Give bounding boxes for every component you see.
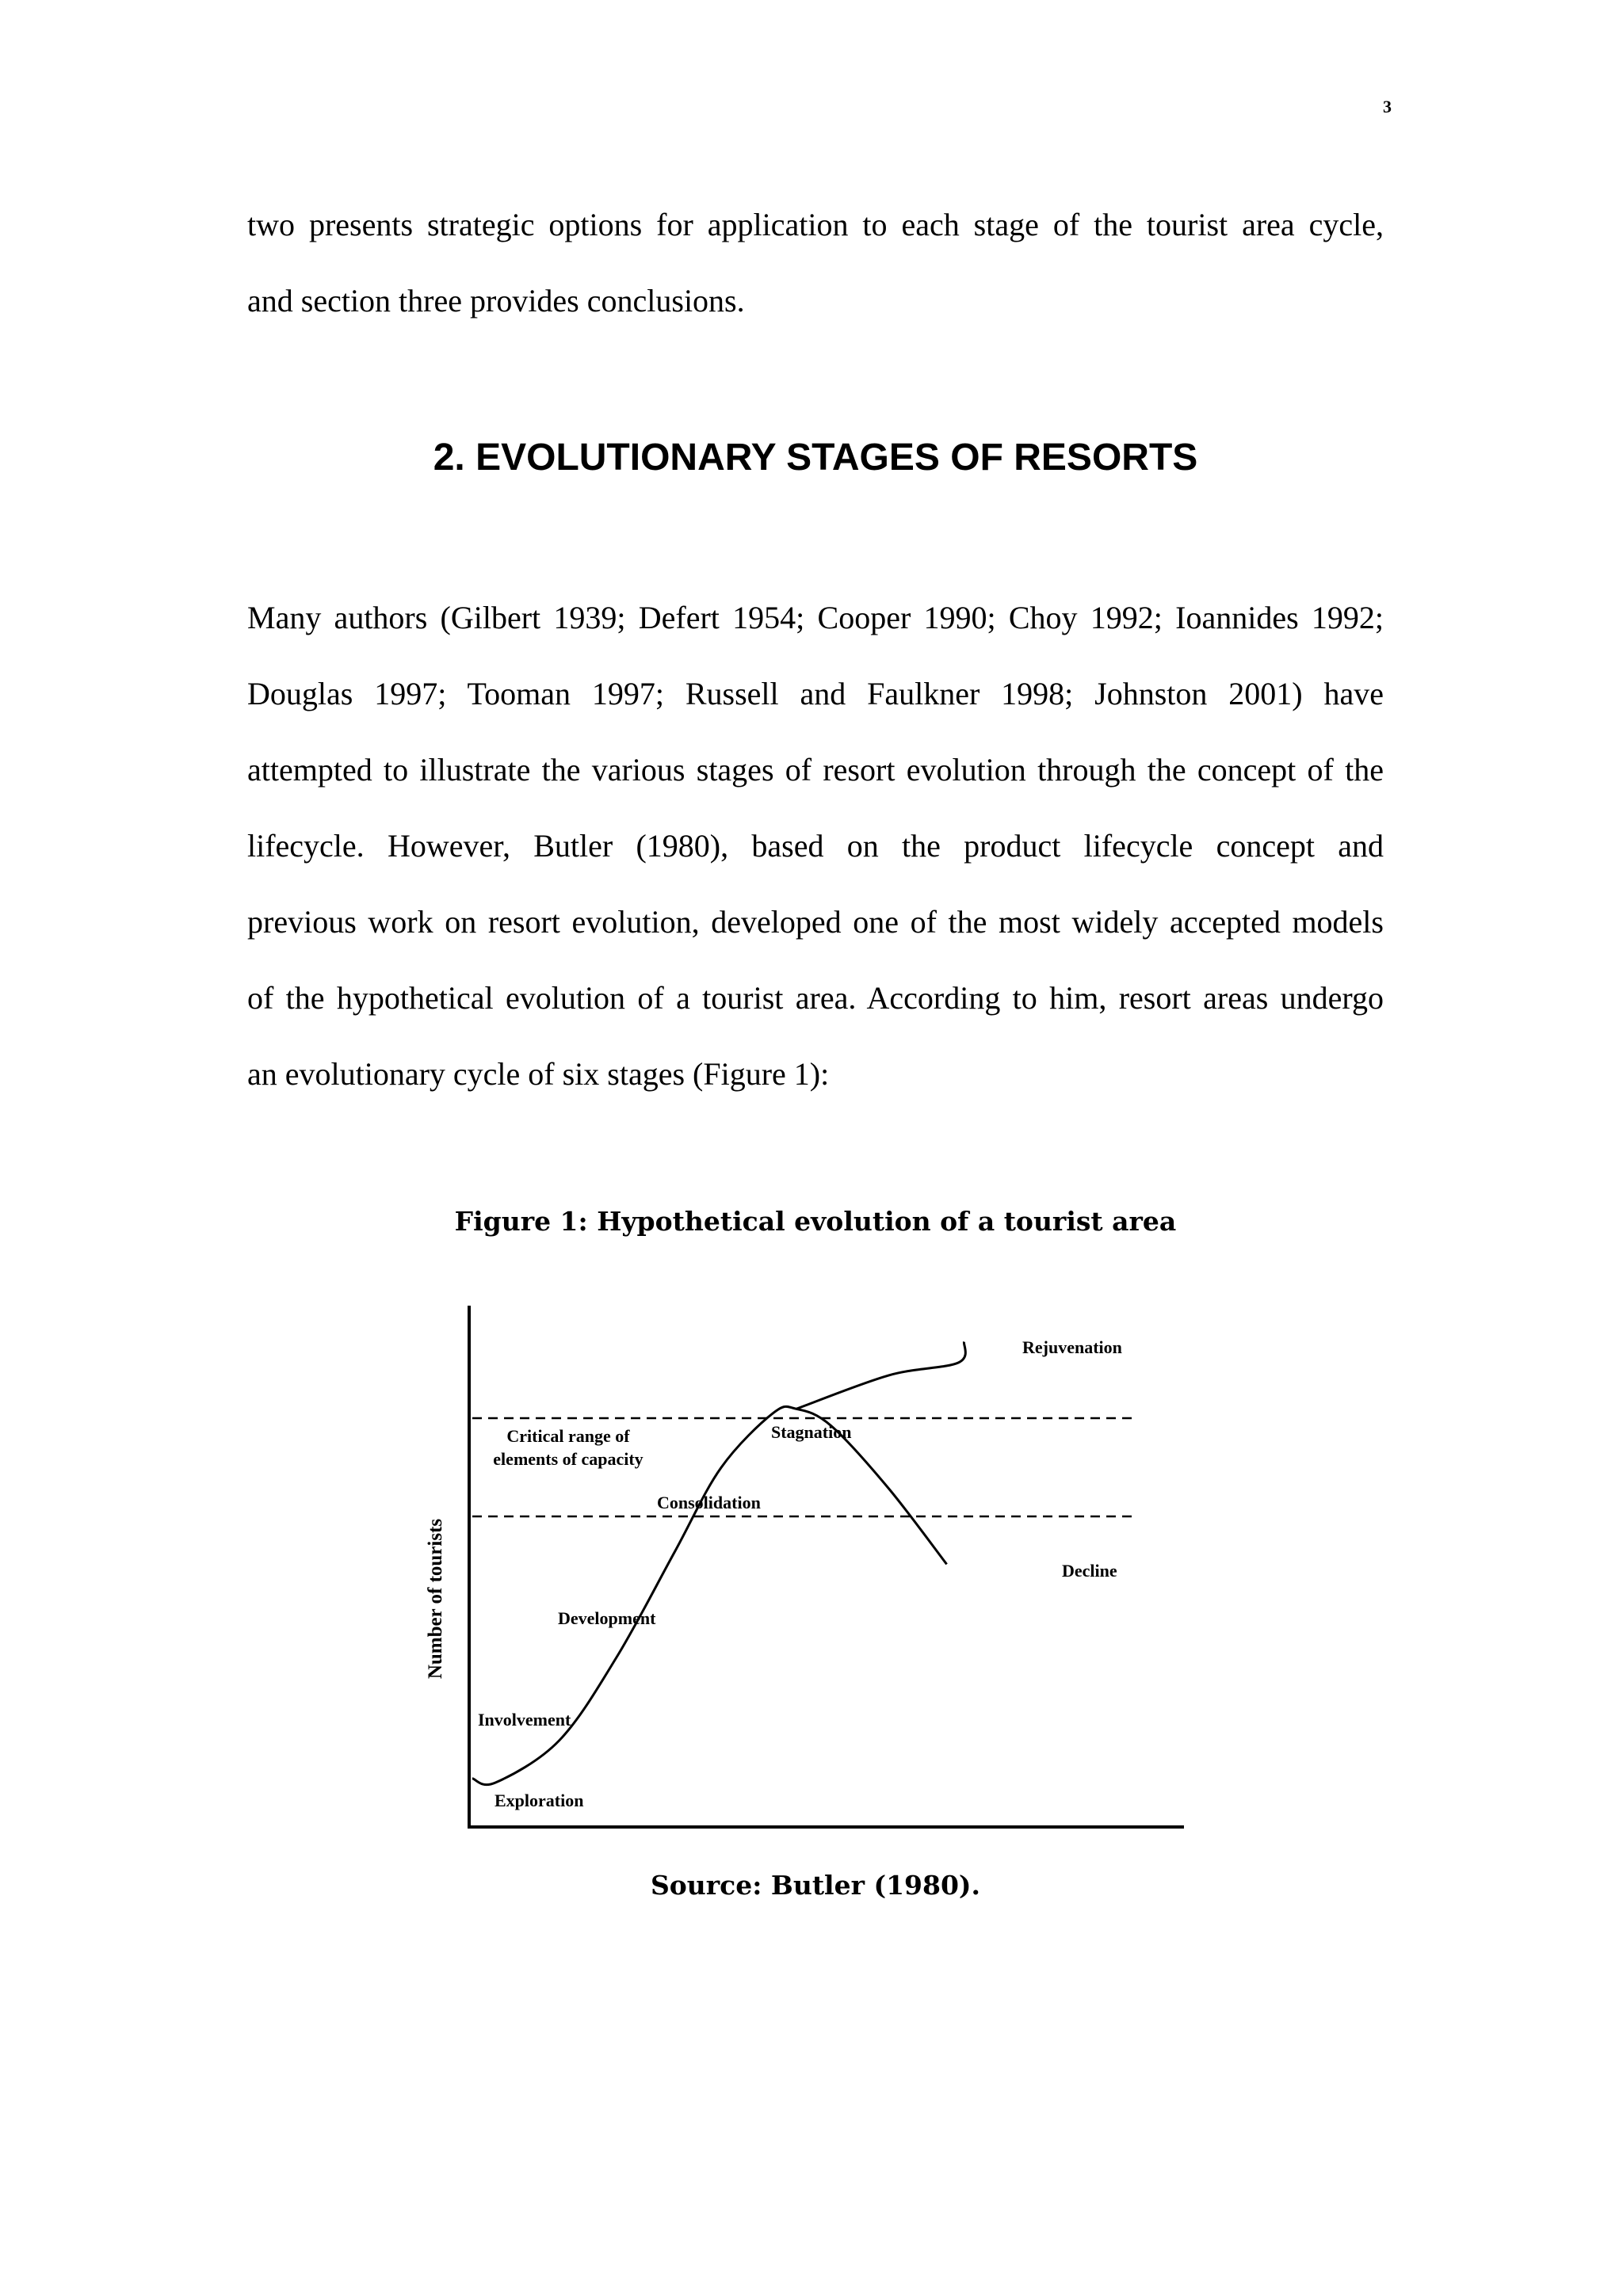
text-line: an evolutionary cycle of six stages (Figure 1): <box>247 1056 830 1092</box>
page-number: 3 <box>1383 97 1392 116</box>
chart-plot-area <box>468 1306 1184 1827</box>
stage-label-decline: Decline <box>1062 1561 1117 1581</box>
text-line: and section three provides conclusions. <box>247 283 745 318</box>
y-axis-label: Number of tourists <box>425 1518 446 1680</box>
text-line: of the hypothetical evolution of a tourist area. According to him, resort areas undergo <box>247 980 1384 1016</box>
text-line: previous work on resort evolution, developed one of the most widely accepted models <box>247 904 1384 940</box>
text-line: Many authors (Gilbert 1939; Defert 1954; Cooper 1990; Choy 1992; Ioannides 1992; <box>247 600 1384 635</box>
figure-caption: Figure 1: Hypothetical evolution of a tourist area <box>454 1206 1177 1237</box>
text-line: two presents strategic options for application to each stage of the tourist area cycle, <box>247 207 1384 242</box>
text-line: attempted to illustrate the various stages of resort evolution through the concept of the <box>247 752 1384 788</box>
stage-label-consolidation: Consolidation <box>657 1493 761 1512</box>
text-line: lifecycle. However, Butler (1980), based on the product lifecycle concept and <box>247 828 1384 864</box>
stage-label-stagnation: Stagnation <box>771 1422 852 1442</box>
text-line: Douglas 1997; Tooman 1997; Russell and Faulkner 1998; Johnston 2001) have <box>247 676 1384 711</box>
rejuvenation-curve <box>796 1342 966 1409</box>
figure-source: Source: Butler (1980). <box>650 1870 981 1901</box>
critical-range-label: Critical range of <box>506 1426 630 1446</box>
stage-label-rejuvenation: Rejuvenation <box>1022 1337 1122 1357</box>
section-heading: 2. EVOLUTIONARY STAGES OF RESORTS <box>433 437 1198 479</box>
stage-label-exploration: Exploration <box>495 1791 584 1810</box>
critical-range-label: elements of capacity <box>493 1449 643 1469</box>
stage-label-involvement: Involvement <box>478 1710 571 1730</box>
stage-label-development: Development <box>558 1608 656 1628</box>
